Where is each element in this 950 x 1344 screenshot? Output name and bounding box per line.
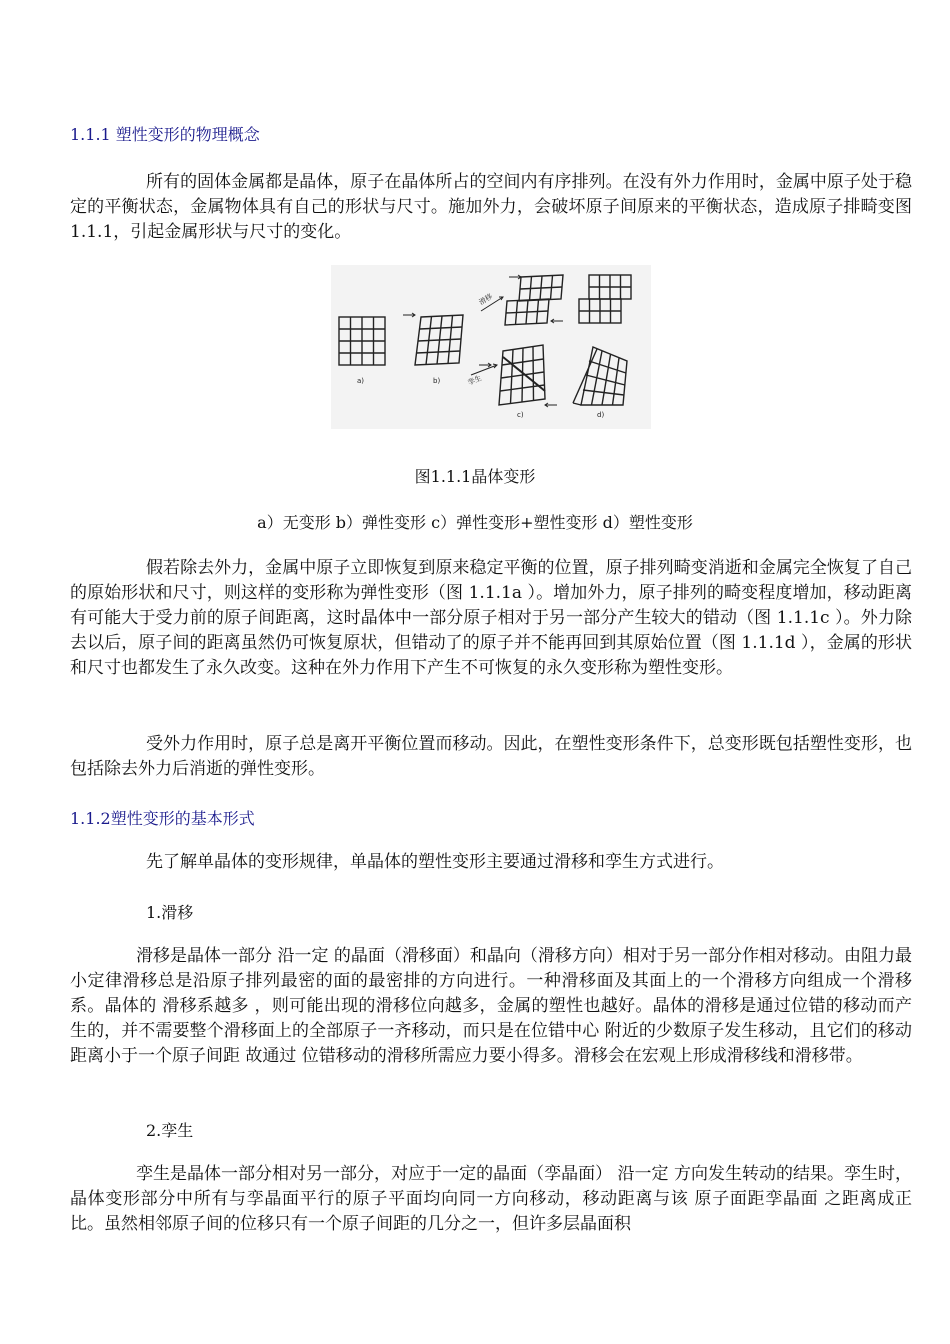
grid-elastic: [415, 315, 463, 365]
label-b: b): [433, 377, 441, 385]
paragraph-intro-text: 所有的固体金属都是晶体，原子在晶体所占的空间内有序排列。在没有外力作用时，金属中原子处于稳定的平衡状态，金属物体具有自己的形状与尺寸。施加外力，会破坏原子间原来的平衡状态，造成原子排畸变图1.1.1，引起金属形状与尺寸的变化。: [70, 172, 912, 242]
paragraph-total-deformation: [70, 732, 912, 782]
grid-undeformed: [339, 317, 385, 365]
paragraph-single-crystal: [70, 850, 912, 875]
subheading-slip: 1.滑移: [146, 903, 194, 922]
grid-slip-permanent: [579, 275, 631, 323]
paragraph-elastic-plastic: [70, 556, 912, 681]
grid-slip-upper: [505, 275, 563, 325]
section-heading-1-1-2: 1.1.2塑性变形的基本形式: [70, 809, 255, 828]
subheading-twinning: 2.孪生: [146, 1121, 194, 1140]
paragraph-total-deformation-text: 受外力作用时，原子总是离开平衡位置而移动。因此，在塑性变形条件下，总变形既包括塑性变形，也包括除去外力后消逝的弹性变形。: [70, 734, 912, 779]
paragraph-slip-text: 滑移是晶体一部分 沿一定 的晶面（滑移面）和晶向（滑移方向）相对于另一部分作相对移动。由阻力最小定律滑移总是沿原子排列最密的面的最密排的方向进行。一种滑移面及其面上的一个滑移方向组成一个滑移系。晶体的 滑移系越多 ，则可能出现的滑移位向越多，金属的塑性也越好。晶体的滑移是通过位错的移动而产生的，并不需要整个滑移面上的全部原子一齐移动，而只是在位错中心 附近的少数原子发生移动，且它们的移动距离小于一个原子间距 故通过 位错移动的滑移所需应力要小得多。滑移会在宏观上形成滑移线和滑移带。: [70, 946, 912, 1066]
figure-svg: [331, 265, 651, 429]
label-a: a): [357, 377, 365, 385]
crystal-deformation-figure: [331, 265, 651, 429]
label-twin: 孪生: [466, 374, 483, 387]
paragraph-twinning: [70, 1162, 912, 1237]
paragraph-slip: [70, 944, 912, 1069]
grid-twin-elastic: [499, 345, 545, 405]
label-slip: 滑移: [477, 292, 494, 307]
grid-twin-plastic: [573, 347, 627, 405]
label-c: c): [517, 411, 524, 419]
section-heading-1-1-1: 1.1.1 塑性变形的物理概念: [70, 125, 260, 144]
paragraph-twinning-text: 孪生是晶体一部分相对另一部分，对应于一定的晶面（孪晶面） 沿一定 方向发生转动的结果。孪生时，晶体变形部分中所有与孪晶面平行的原子平面均向同一方向移动，移动距离与该 原子面距孪晶面 之距离成正比。虽然相邻原子间的位移只有一个原子间距的几分之一，但许多层晶面积: [70, 1164, 912, 1234]
figure-caption: 图1.1.1晶体变形: [414, 467, 536, 486]
paragraph-single-crystal-text: 先了解单晶体的变形规律，单晶体的塑性变形主要通过滑移和孪生方式进行。: [146, 852, 724, 872]
paragraph-intro: [70, 170, 912, 245]
figure-subcaption: a）无变形 b）弹性变形 c）弹性变形+塑性变形 d）塑性变形: [257, 513, 693, 532]
label-d: d): [597, 411, 605, 419]
paragraph-elastic-plastic-text: 假若除去外力，金属中原子立即恢复到原来稳定平衡的位置，原子排列畸变消逝和金属完全恢复了自己的原始形状和尺寸，则这样的变形称为弹性变形（图 1.1.1a ）。增加外力，原子排列的畸变程度增加，移动距离有可能大于受力前的原子间距离，这时晶体中一部分原子相对于另一部分产生较大的错动（图 1.1.1c ）。外力除去以后，原子间的距离虽然仍可恢复原状，但错动了的原子并不能再回到其原始位置（图 1.1.1d ），金属的形状和尺寸也都发生了永久改变。这种在外力作用下产生不可恢复的永久变形称为塑性变形。: [70, 558, 912, 678]
